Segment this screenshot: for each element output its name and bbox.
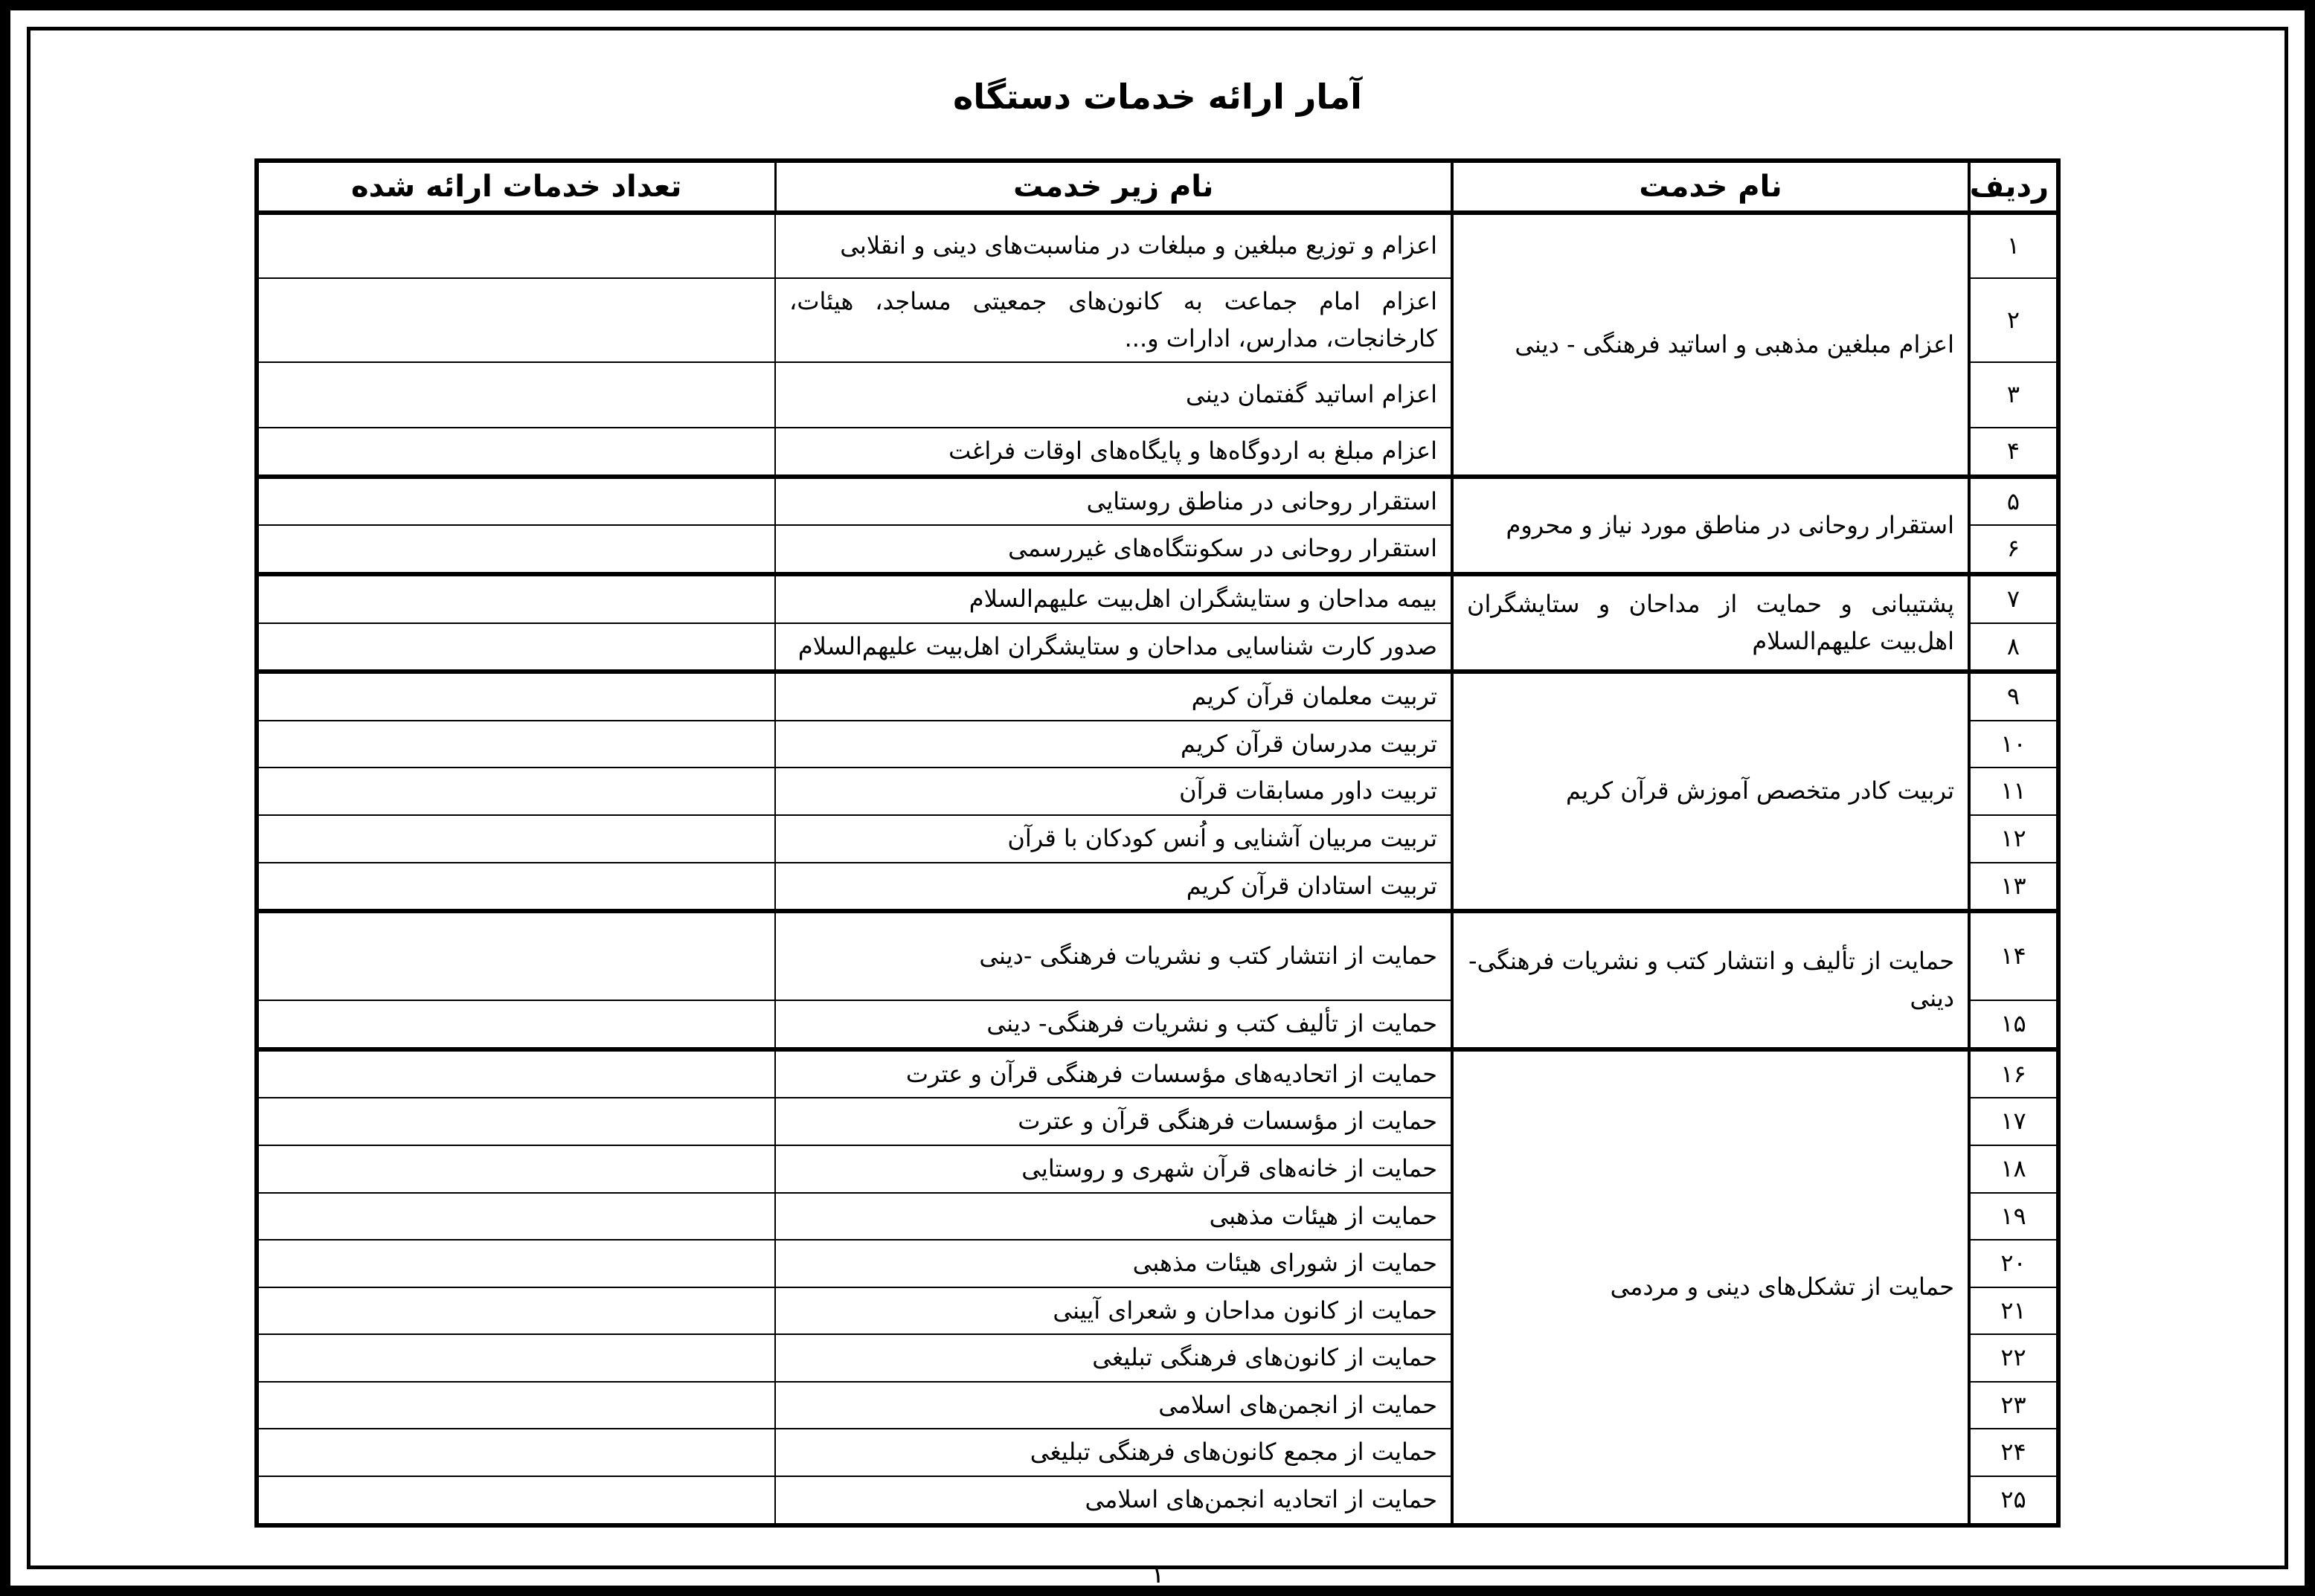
sub-service-cell: استقرار روحانی در مناطق روستایی bbox=[775, 477, 1452, 526]
row-number-cell: ۲ bbox=[1969, 278, 2058, 362]
services-table bbox=[254, 158, 2061, 1528]
row-number-cell: ۱۹ bbox=[1969, 1193, 2058, 1241]
sub-service-cell: تربیت استادان قرآن کریم bbox=[775, 863, 1452, 912]
count-cell bbox=[257, 1193, 775, 1241]
count-cell bbox=[257, 1145, 775, 1193]
count-cell bbox=[257, 815, 775, 863]
count-cell bbox=[257, 672, 775, 721]
count-cell bbox=[257, 1429, 775, 1476]
service-name-cell: تربیت کادر متخصص آموزش قرآن کریم bbox=[1452, 672, 1969, 911]
service-name-cell: حمایت از تشکل‌های دینی و مردمی bbox=[1452, 1049, 1969, 1525]
count-cell bbox=[257, 362, 775, 428]
sub-service-cell: اعزام و توزیع مبلغین و مبلغات در مناسبت‌های دینی و انقلابی bbox=[775, 213, 1452, 278]
page-number: ۱ bbox=[1150, 1558, 1165, 1589]
table-row bbox=[257, 477, 2058, 526]
row-number-cell: ۹ bbox=[1969, 672, 2058, 721]
count-cell bbox=[257, 1098, 775, 1145]
table-row bbox=[257, 1049, 2058, 1098]
table-row bbox=[257, 672, 2058, 721]
row-number-cell: ۱۳ bbox=[1969, 863, 2058, 912]
sub-service-cell: حمایت از کانون‌های فرهنگی تبلیغی bbox=[775, 1334, 1452, 1382]
count-cell bbox=[257, 1382, 775, 1429]
sub-service-cell: اعزام امام جماعت به کانون‌های جمعیتی مساجد، هیئات، کارخانجات، مدارس، ادارات و... bbox=[775, 278, 1452, 362]
sub-service-cell: تربیت داور مسابقات قرآن bbox=[775, 768, 1452, 815]
sub-service-cell: حمایت از انتشار کتب و نشریات فرهنگی -دینی bbox=[775, 911, 1452, 1000]
count-cell bbox=[257, 525, 775, 574]
sub-service-cell: حمایت از هیئات مذهبی bbox=[775, 1193, 1452, 1241]
sub-service-cell: حمایت از اتحادیه‌های مؤسسات فرهنگی قرآن و عترت bbox=[775, 1049, 1452, 1098]
count-cell bbox=[257, 623, 775, 672]
service-name-cell: پشتیبانی و حمایت از مداحان و ستایشگران اهل‌بیت علیهم‌السلام bbox=[1452, 574, 1969, 672]
sub-service-cell: حمایت از تألیف کتب و نشریات فرهنگی- دینی bbox=[775, 1000, 1452, 1049]
row-number-cell: ۱۵ bbox=[1969, 1000, 2058, 1049]
header-cell-row-no: ردیف bbox=[1969, 161, 2058, 213]
sub-service-cell: تربیت مربیان آشنایی و اُنس کودکان با قرآن bbox=[775, 815, 1452, 863]
sub-service-cell: اعزام مبلغ به اردوگاه‌ها و پایگاه‌های اوقات فراغت bbox=[775, 428, 1452, 477]
count-cell bbox=[257, 768, 775, 815]
service-name-cell: اعزام مبلغین مذهبی و اساتید فرهنگی - دینی bbox=[1452, 213, 1969, 477]
count-cell bbox=[257, 911, 775, 1000]
row-number-cell: ۲۰ bbox=[1969, 1240, 2058, 1287]
header-cell-sub-service-name: نام زیر خدمت bbox=[775, 161, 1452, 213]
table-row bbox=[257, 213, 2058, 278]
count-cell bbox=[257, 278, 775, 362]
sub-service-cell: صدور کارت شناسایی مداحان و ستایشگران اهل‌بیت علیهم‌السلام bbox=[775, 623, 1452, 672]
count-cell bbox=[257, 428, 775, 477]
sub-service-cell: حمایت از اتحادیه انجمن‌های اسلامی bbox=[775, 1476, 1452, 1525]
row-number-cell: ۲۴ bbox=[1969, 1429, 2058, 1476]
row-number-cell: ۶ bbox=[1969, 525, 2058, 574]
sub-service-cell: اعزام اساتید گفتمان دینی bbox=[775, 362, 1452, 428]
count-cell bbox=[257, 1334, 775, 1382]
row-number-cell: ۱۷ bbox=[1969, 1098, 2058, 1145]
count-cell bbox=[257, 721, 775, 768]
count-cell bbox=[257, 1000, 775, 1049]
table-row bbox=[257, 574, 2058, 623]
row-number-cell: ۲۲ bbox=[1969, 1334, 2058, 1382]
row-number-cell: ۸ bbox=[1969, 623, 2058, 672]
sub-service-cell: حمایت از شورای هیئات مذهبی bbox=[775, 1240, 1452, 1287]
row-number-cell: ۱۸ bbox=[1969, 1145, 2058, 1193]
count-cell bbox=[257, 1240, 775, 1287]
count-cell bbox=[257, 477, 775, 526]
row-number-cell: ۲۳ bbox=[1969, 1382, 2058, 1429]
header-row bbox=[257, 161, 2058, 213]
service-name-cell: استقرار روحانی در مناطق مورد نیاز و محروم bbox=[1452, 477, 1969, 574]
document-page bbox=[27, 27, 2288, 1589]
count-cell bbox=[257, 1287, 775, 1335]
row-number-cell: ۱ bbox=[1969, 213, 2058, 278]
sub-service-cell: بیمه مداحان و ستایشگران اهل‌بیت علیهم‌السلام bbox=[775, 574, 1452, 623]
scan-mat bbox=[10, 10, 2305, 1589]
row-number-cell: ۱۴ bbox=[1969, 911, 2058, 1000]
sub-service-cell: تربیت معلمان قرآن کریم bbox=[775, 672, 1452, 721]
sub-service-cell: حمایت از مجمع کانون‌های فرهنگی تبلیغی bbox=[775, 1429, 1452, 1476]
count-cell bbox=[257, 863, 775, 912]
row-number-cell: ۱۰ bbox=[1969, 721, 2058, 768]
row-number-cell: ۲۱ bbox=[1969, 1287, 2058, 1335]
sub-service-cell: تربیت مدرسان قرآن کریم bbox=[775, 721, 1452, 768]
row-number-cell: ۱۶ bbox=[1969, 1049, 2058, 1098]
table-row bbox=[257, 911, 2058, 1000]
count-cell bbox=[257, 213, 775, 278]
row-number-cell: ۱۱ bbox=[1969, 768, 2058, 815]
row-number-cell: ۴ bbox=[1969, 428, 2058, 477]
count-cell bbox=[257, 1476, 775, 1525]
sub-service-cell: حمایت از خانه‌های قرآن شهری و روستایی bbox=[775, 1145, 1452, 1193]
header-cell-count: تعداد خدمات ارائه شده bbox=[257, 161, 775, 213]
row-number-cell: ۷ bbox=[1969, 574, 2058, 623]
sub-service-cell: حمایت از کانون مداحان و شعرای آیینی bbox=[775, 1287, 1452, 1335]
row-number-cell: ۲۵ bbox=[1969, 1476, 2058, 1525]
count-cell bbox=[257, 1049, 775, 1098]
row-number-cell: ۱۲ bbox=[1969, 815, 2058, 863]
row-number-cell: ۳ bbox=[1969, 362, 2058, 428]
sub-service-cell: استقرار روحانی در سکونتگاه‌های غیررسمی bbox=[775, 525, 1452, 574]
header-cell-service-name: نام خدمت bbox=[1452, 161, 1969, 213]
count-cell bbox=[257, 574, 775, 623]
sub-service-cell: حمایت از انجمن‌های اسلامی bbox=[775, 1382, 1452, 1429]
service-name-cell: حمایت از تألیف و انتشار کتب و نشریات فرهنگی-دینی bbox=[1452, 911, 1969, 1049]
page-title: آمار ارائه خدمات دستگاه bbox=[953, 77, 1362, 117]
row-number-cell: ۵ bbox=[1969, 477, 2058, 526]
sub-service-cell: حمایت از مؤسسات فرهنگی قرآن و عترت bbox=[775, 1098, 1452, 1145]
